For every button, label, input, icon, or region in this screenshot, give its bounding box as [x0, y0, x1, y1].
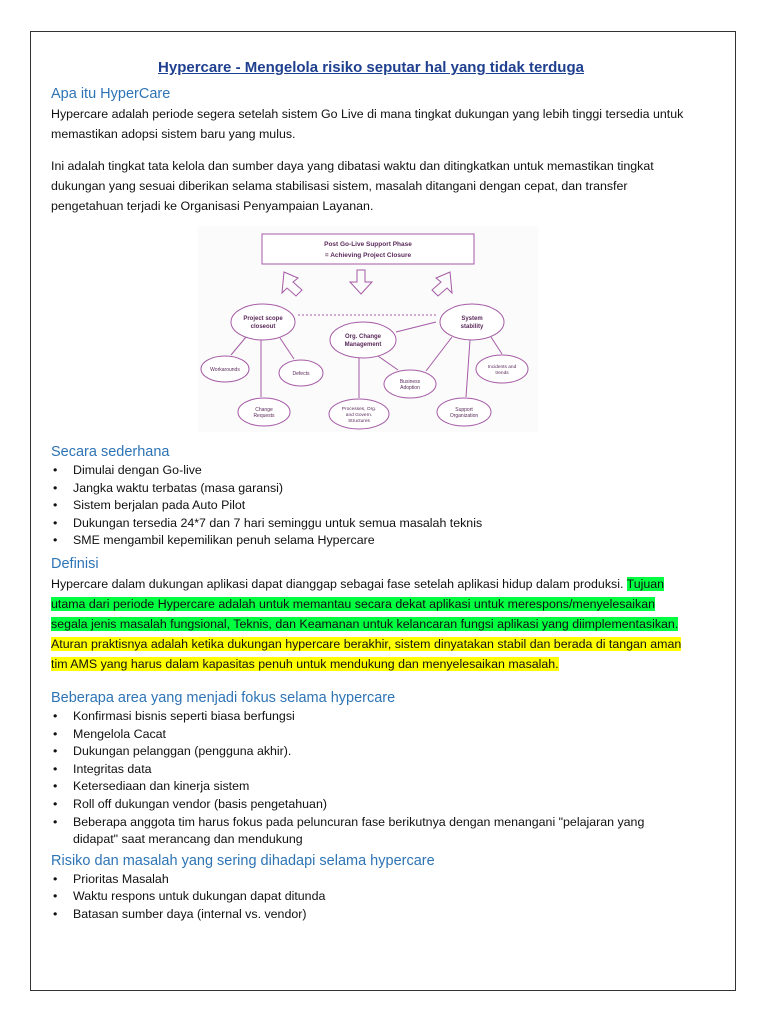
- node-label-inc-1: Incidents and: [487, 365, 517, 370]
- node-label-scope-2: closeout: [250, 324, 276, 330]
- list-item: • Mengelola Cacat: [73, 726, 691, 744]
- list-item: • Konfirmasi bisnis seperti biasa berfungsi: [73, 708, 691, 726]
- list-item: • Beberapa anggota tim harus fokus pada peluncuran fase berikutnya dengan menangani "pelajaran yang didapat" saat merancang dan mendukung: [73, 814, 691, 849]
- list-item: • SME mengambil kepemilikan penuh selama Hypercare: [73, 532, 691, 550]
- node-label-proc-3: Structures: [348, 419, 370, 424]
- node-project-scope: [231, 304, 295, 340]
- node-label-change-1: Change: [255, 407, 273, 413]
- node-system-stability: [440, 304, 504, 340]
- diagram-header-line1: Post Go-Live Support Phase: [324, 241, 412, 248]
- document-title: Hypercare - Mengelola risiko seputar hal yang tidak terduga: [158, 59, 584, 76]
- section-heading-secara-sederhana: Secara sederhana: [51, 444, 170, 460]
- node-label-stab-2: stability: [460, 324, 484, 330]
- section-heading-definisi: Definisi: [51, 555, 99, 572]
- hypercare-diagram: [198, 226, 538, 432]
- paragraph-definisi: [51, 574, 691, 674]
- node-label-change-2: Requests: [253, 413, 275, 419]
- section-heading-area-fokus: Beberapa area yang menjadi fokus selama hypercare: [51, 689, 396, 706]
- node-label-proc-1: Processes, Org.: [341, 407, 377, 412]
- definisi-yellow-highlight: Aturan praktisnya adalah ketika dukungan hypercare berakhir, sistem dinyatakan stabil dan berada di tangan aman tim AMS yang harus dalam kapasitas penuh untuk mendukung dan menyelesaikan masalah.: [51, 636, 682, 671]
- diagram-header-box: [262, 234, 474, 264]
- paragraph-intro-1: Hypercare adalah periode segera setelah sistem Go Live di mana tingkat dukungan yang lebih tinggi tersedia untuk memastikan adopsi sistem baru yang mulus.: [51, 107, 684, 141]
- list-area-fokus: [51, 708, 691, 849]
- list-item: • Batasan sumber daya (internal vs. vendor): [73, 906, 691, 924]
- section-heading-risiko: Risiko dan masalah yang sering dihadapi selama hypercare: [51, 852, 435, 869]
- section-heading-apa-itu: Apa itu HyperCare: [51, 86, 171, 102]
- node-label-workarounds: Workarounds: [210, 367, 240, 373]
- node-label-scope-1: Project scope: [243, 316, 283, 322]
- document-body: [51, 58, 691, 924]
- definisi-green-highlight: Tujuan utama dari periode Hypercare adalah untuk memantau secara dekat aplikasi untuk merespons/menyelesaikan segala jenis masalah fungsional, Teknis, dan Keamanan untuk kelancaran fungsi aplikasi yang diimplementasikan.: [51, 576, 679, 631]
- node-label-sup-1: Support: [455, 407, 473, 413]
- list-item: • Jangka waktu terbatas (masa garansi): [73, 480, 691, 498]
- node-label-stab-1: System: [461, 316, 483, 322]
- diagram-header-line2: = Achieving Project Closure: [324, 252, 412, 259]
- node-label-biz-2: Adoption: [400, 385, 420, 391]
- list-item: • Dukungan pelanggan (pengguna akhir).: [73, 743, 691, 761]
- list-item: • Sistem berjalan pada Auto Pilot: [73, 497, 691, 515]
- list-item: • Roll off dukungan vendor (basis pengetahuan): [73, 796, 691, 814]
- list-secara-sederhana: [51, 462, 691, 550]
- node-label-defects: Defects: [292, 371, 310, 377]
- node-label-biz-1: Business: [399, 379, 421, 385]
- node-label-inc-2: trends: [495, 371, 509, 376]
- list-item: • Dukungan tersedia 24*7 dan 7 hari seminggu untuk semua masalah teknis: [73, 515, 691, 533]
- node-label-sup-2: Organization: [449, 413, 479, 419]
- list-item: • Integritas data: [73, 761, 691, 779]
- list-item: • Ketersediaan dan kinerja sistem: [73, 778, 691, 796]
- list-item: • Prioritas Masalah: [73, 871, 691, 889]
- list-risiko: [51, 871, 691, 924]
- definisi-plain-text: Hypercare dalam dukungan aplikasi dapat dianggap sebagai fase setelah aplikasi hidup dalam produksi.: [51, 576, 627, 591]
- paragraph-intro-2: Ini adalah tingkat tata kelola dan sumber daya yang dibatasi waktu dan ditingkatkan untuk memastikan tingkat dukungan yang sesuai diberikan selama stabilisasi sistem, masalah ditangani dengan cepat, dan transfer pengetahuan terjadi ke Organisasi Penyampaian Layanan.: [51, 159, 654, 213]
- node-org-change: [330, 322, 396, 358]
- list-item: • Dimulai dengan Go-live: [73, 462, 691, 480]
- node-label-org-2: Management: [344, 342, 382, 348]
- list-item: • Waktu respons untuk dukungan dapat ditunda: [73, 888, 691, 906]
- node-label-proc-2: and Govern.: [345, 413, 373, 418]
- node-label-org-1: Org. Change: [344, 334, 382, 340]
